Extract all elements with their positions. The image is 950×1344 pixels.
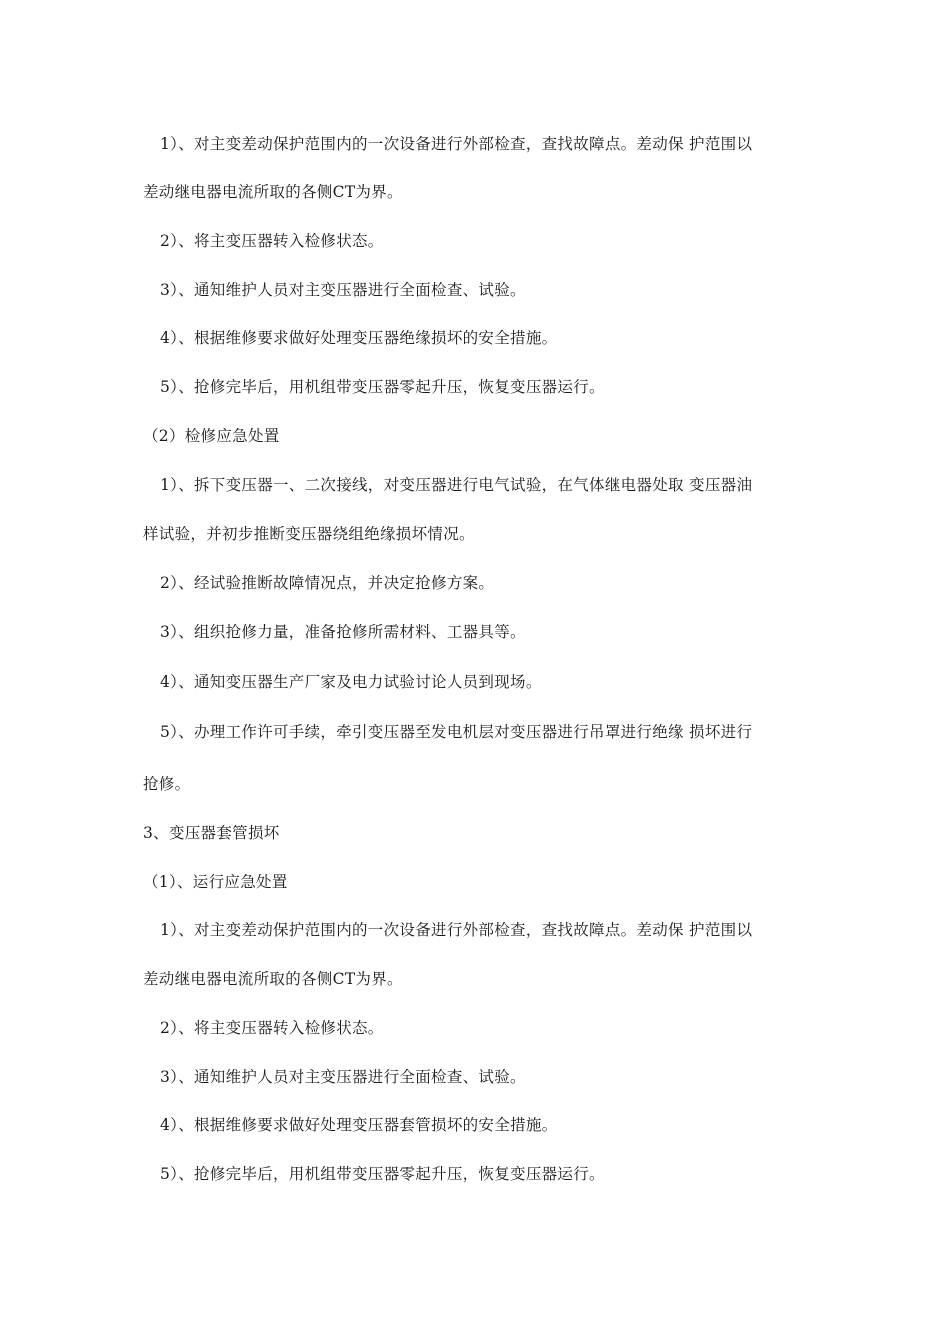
paragraph-line: 5）、抢修完毕后，用机组带变压器零起升压，恢复变压器运行。: [160, 378, 605, 396]
paragraph-line: 2）、将主变压器转入检修状态。: [160, 1019, 384, 1037]
paragraph-line: 2）、将主变压器转入检修状态。: [160, 232, 384, 250]
paragraph-line: 3）、组织抢修力量，准备抢修所需材料、工器具等。: [160, 623, 526, 641]
paragraph-line: 1）、对主变差动保护范围内的一次设备进行外部检查，查找故障点。差动保 护范围以: [160, 135, 753, 153]
paragraph-line: 3）、通知维护人员对主变压器进行全面检查、试验。: [160, 281, 526, 299]
paragraph-line: 5）、抢修完毕后，用机组带变压器零起升压，恢复变压器运行。: [160, 1165, 605, 1183]
section-heading: （2）检修应急处置: [143, 427, 280, 445]
paragraph-line: 2）、经试验推断故障情况点，并决定抢修方案。: [160, 574, 495, 592]
paragraph-line: 抢修。: [143, 775, 191, 793]
paragraph-line: 差动继电器电流所取的各侧CT为界。: [143, 183, 403, 201]
section-heading: （1）、运行应急处置: [143, 873, 288, 891]
paragraph-line: 4）、根据维修要求做好处理变压器套管损坏的安全措施。: [160, 1116, 558, 1134]
paragraph-line: 4）、根据维修要求做好处理变压器绝缘损坏的安全措施。: [160, 329, 558, 347]
paragraph-line: 3）、通知维护人员对主变压器进行全面检查、试验。: [160, 1068, 526, 1086]
paragraph-line: 1）、对主变差动保护范围内的一次设备进行外部检查，查找故障点。差动保 护范围以: [160, 921, 753, 939]
paragraph-line: 样试验，并初步推断变压器绕组绝缘损坏情况。: [143, 525, 475, 543]
paragraph-line: 差动继电器电流所取的各侧CT为界。: [143, 970, 403, 988]
section-heading: 3、变压器套管损坏: [143, 824, 280, 842]
paragraph-line: 4）、通知变压器生产厂家及电力试验讨论人员到现场。: [160, 673, 542, 691]
paragraph-line: 5）、办理工作许可手续，牵引变压器至发电机层对变压器进行吊罩进行绝缘 损坏进行: [160, 723, 753, 741]
paragraph-line: 1）、拆下变压器一、二次接线，对变压器进行电气试验，在气体继电器处取 变压器油: [160, 476, 753, 494]
